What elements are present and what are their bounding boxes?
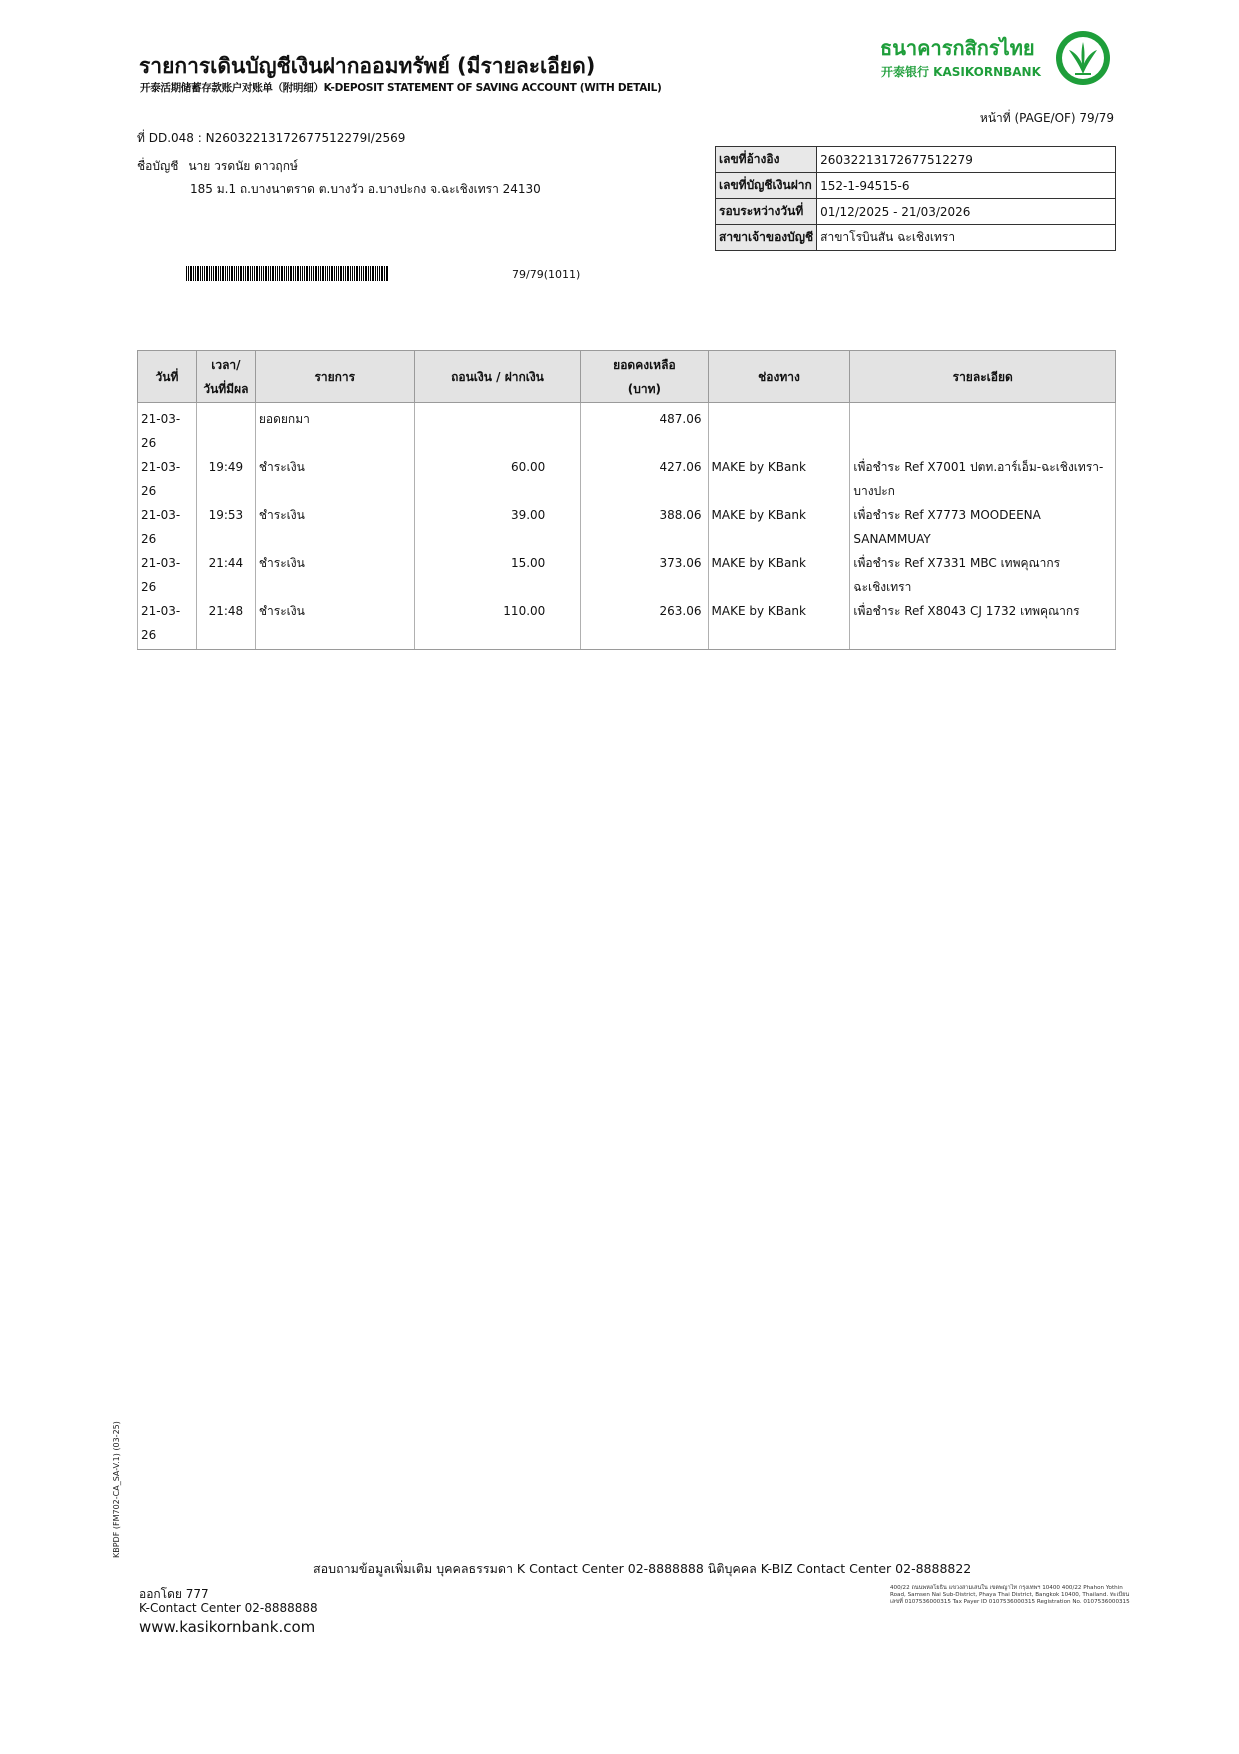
header-description: รายการ xyxy=(255,351,414,403)
header-detail: รายละเอียด xyxy=(850,351,1116,403)
row-date: 21-03-26 xyxy=(138,403,197,456)
row-description: ชำระเงิน xyxy=(255,551,414,599)
barcode xyxy=(186,266,388,281)
row-detail xyxy=(850,503,1116,551)
info-value: 152-1-94515-6 xyxy=(817,173,1116,199)
bank-logo xyxy=(880,30,1112,90)
row-channel: MAKE by KBank xyxy=(708,551,850,599)
row-time: 19:53 xyxy=(196,503,255,551)
bank-name-english: 开泰银行 KASIKORNBANK xyxy=(881,65,1041,79)
row-detail-line1: เพื่อชำระ Ref X7773 MOODEENA xyxy=(853,508,1041,522)
row-channel xyxy=(708,403,850,456)
account-address: 185 ม.1 ถ.บางนาตราด ต.บางวัว อ.บางปะกง จ.ฉะเชิงเทรา 24130 xyxy=(190,182,541,196)
row-detail-line1: เพื่อชำระ Ref X7331 MBC เทพคุณากร xyxy=(853,556,1061,570)
bank-address: 400/22 ถนนพหลโยธิน แขวงสามเสนใน เขตพญาไท กรุงเทพฯ 10400 400/22 Phahon Yothin Road, Samsen Nai Sub-District, Phaya Thai District, Bangkok 10400, Thailand. ทะเบียนเลขที่ 0107536000315 Tax Payer ID 0107536000315 Registration No. 0107536000315 xyxy=(890,1585,1130,1605)
row-detail-line1: เพื่อชำระ Ref X8043 CJ 1732 เทพคุณากร xyxy=(853,604,1080,618)
table-row xyxy=(138,599,1116,650)
row-amount: 60.00 xyxy=(414,455,581,503)
info-row xyxy=(716,199,1116,225)
info-label: รอบระหว่างวันที่ xyxy=(716,199,817,225)
statement-title: รายการเดินบัญชีเงินฝากออมทรัพย์ (มีรายละเอียด) xyxy=(139,54,596,78)
row-time xyxy=(196,403,255,456)
header-balance-line1: ยอดคงเหลือ xyxy=(613,357,676,372)
header-balance xyxy=(581,351,708,403)
row-amount: 39.00 xyxy=(414,503,581,551)
row-detail xyxy=(850,551,1116,599)
form-code: KBPDF (FM702-CA_SA-V.1) (03-25) xyxy=(112,1421,121,1558)
header-time-line1: เวลา/ xyxy=(211,357,241,372)
row-date: 21-03-26 xyxy=(138,599,197,650)
row-detail xyxy=(850,403,1116,456)
info-row xyxy=(716,147,1116,173)
bank-website: www.kasikornbank.com xyxy=(139,1618,316,1636)
row-amount: 110.00 xyxy=(414,599,581,650)
page-number: หน้าที่ (PAGE/OF) 79/79 xyxy=(979,111,1114,125)
row-description: ชำระเงิน xyxy=(255,455,414,503)
row-balance: 487.06 xyxy=(581,403,708,456)
row-date: 21-03-26 xyxy=(138,455,197,503)
header-time-line2: วันที่มีผล xyxy=(203,381,249,396)
row-detail-line1: เพื่อชำระ Ref X7001 ปตท.อาร์เอ็ม-ฉะเชิงเทรา- xyxy=(853,460,1104,474)
issued-by: ออกโดย 777 xyxy=(139,1587,209,1601)
row-balance: 388.06 xyxy=(581,503,708,551)
transactions-table xyxy=(137,350,1116,650)
row-amount: 15.00 xyxy=(414,551,581,599)
row-description: ชำระเงิน xyxy=(255,599,414,650)
account-name: นาย วรดนัย ดาวฤกษ์ xyxy=(188,159,298,173)
k-contact-center: K-Contact Center 02-8888888 xyxy=(139,1601,318,1615)
bank-name-thai: ธนาคารกสิกรไทย xyxy=(880,36,1035,60)
kbank-leaf-icon xyxy=(1055,30,1111,86)
row-date: 21-03-26 xyxy=(138,503,197,551)
info-value: 01/12/2025 - 21/03/2026 xyxy=(817,199,1116,225)
barcode-number: 79/79(1011) xyxy=(512,268,581,281)
account-info-table xyxy=(715,146,1116,251)
info-value: 26032213172677512279 xyxy=(817,147,1116,173)
header-time xyxy=(196,351,255,403)
info-row xyxy=(716,225,1116,251)
header-amount: ถอนเงิน / ฝากเงิน xyxy=(414,351,581,403)
header-date: วันที่ xyxy=(138,351,197,403)
row-balance: 373.06 xyxy=(581,551,708,599)
row-date: 21-03-26 xyxy=(138,551,197,599)
header-channel: ช่องทาง xyxy=(708,351,850,403)
row-description: ยอดยกมา xyxy=(255,403,414,456)
table-row xyxy=(138,403,1116,456)
table-row xyxy=(138,503,1116,551)
row-channel: MAKE by KBank xyxy=(708,599,850,650)
row-time: 21:44 xyxy=(196,551,255,599)
row-amount xyxy=(414,403,581,456)
statement-subtitle: 开泰活期储蓄存款账户对账单（附明细）K-DEPOSIT STATEMENT OF SAVING ACCOUNT (WITH DETAIL) xyxy=(140,82,662,94)
row-balance: 263.06 xyxy=(581,599,708,650)
table-header-row xyxy=(138,351,1116,403)
account-name-row xyxy=(137,157,298,176)
header-balance-line2: (บาท) xyxy=(627,381,662,396)
row-description: ชำระเงิน xyxy=(255,503,414,551)
row-channel: MAKE by KBank xyxy=(708,455,850,503)
row-detail-line2: ฉะเชิงเทรา xyxy=(853,580,912,594)
contact-info: สอบถามข้อมูลเพิ่มเติม บุคคลธรรมดา K Contact Center 02-8888888 นิติบุคคล K-BIZ Contact Center 02-8888822 xyxy=(313,1561,972,1576)
row-detail-line2: บางปะก xyxy=(853,484,895,498)
info-row xyxy=(716,173,1116,199)
account-name-label: ชื่อบัญชี xyxy=(137,159,179,173)
info-label: สาขาเจ้าของบัญชี xyxy=(716,225,817,251)
info-label: เลขที่บัญชีเงินฝาก xyxy=(716,173,817,199)
row-detail xyxy=(850,599,1116,650)
document-reference: ที่ DD.048 : N26032213172677512279I/2569 xyxy=(137,131,406,145)
info-value: สาขาโรบินสัน ฉะเชิงเทรา xyxy=(817,225,1116,251)
table-row xyxy=(138,455,1116,503)
table-row xyxy=(138,551,1116,599)
row-channel: MAKE by KBank xyxy=(708,503,850,551)
row-detail xyxy=(850,455,1116,503)
row-time: 19:49 xyxy=(196,455,255,503)
row-balance: 427.06 xyxy=(581,455,708,503)
row-time: 21:48 xyxy=(196,599,255,650)
info-label: เลขที่อ้างอิง xyxy=(716,147,817,173)
row-detail-line2: SANAMMUAY xyxy=(853,532,931,546)
